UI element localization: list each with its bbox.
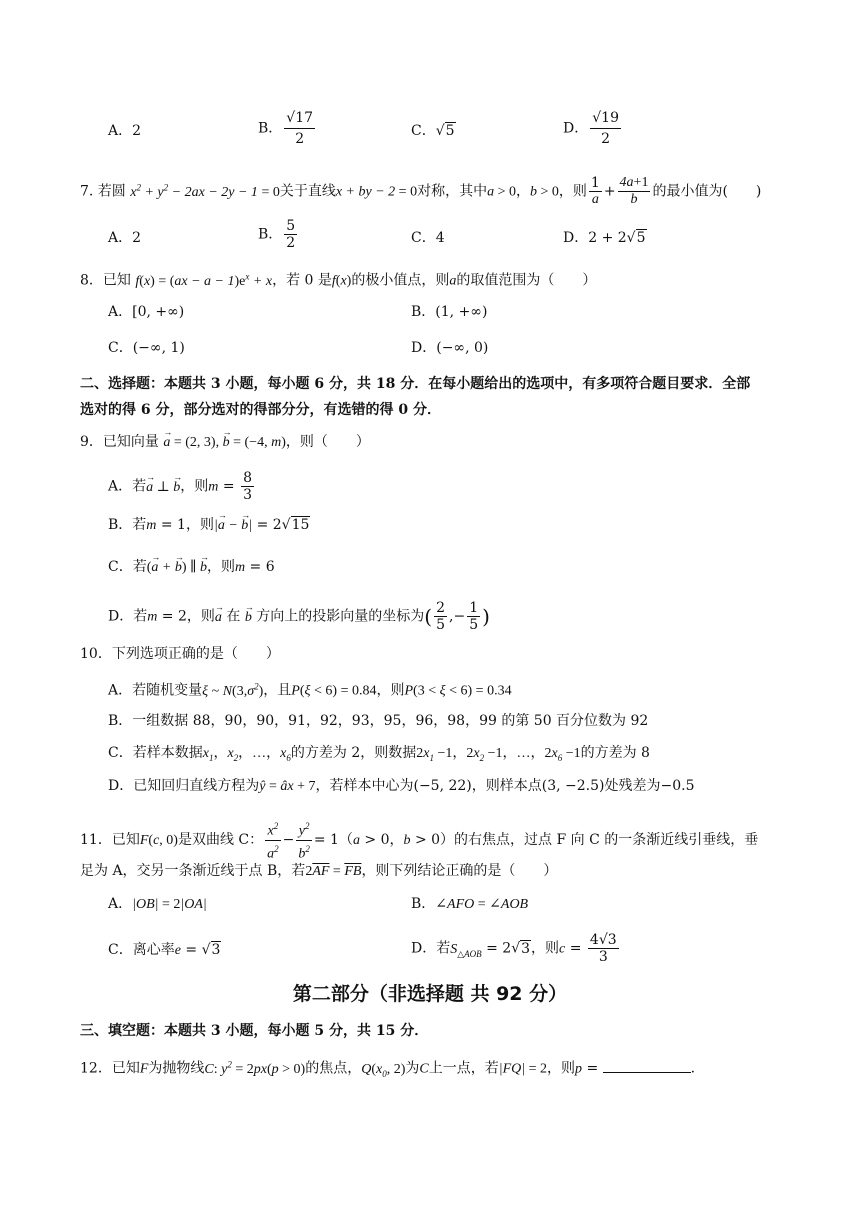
- q6-b-den: 2: [295, 131, 305, 147]
- q8-a: a: [449, 273, 457, 289]
- q11-option-d: D．若$S_{\triangle AOB} = 2√3$，则c = $\frac{4√3}{3}$: [411, 932, 617, 965]
- q7-b-den: 2: [286, 235, 296, 251]
- q10-option-d: D．已知回归直线方程为ŷ = âx + 7，若样本中心为(−5, 22)，则样本点(3, −2.5)处残差为−0.5: [108, 778, 695, 794]
- q12-answer-blank[interactable]: [603, 1058, 691, 1073]
- q8-func: $f(x) = (ax - a - 1)e^x + x$: [135, 271, 273, 289]
- q9-option-b: B．若m = 1，则|→ a − → b| = 2√15: [108, 515, 310, 536]
- q6-d-num: √19: [590, 108, 621, 129]
- q9-vectors: → a = (2, 3), → b = (−4, m): [163, 435, 285, 450]
- q11-option-a: A．|OB| = 2|OA|: [108, 896, 207, 912]
- section2-line1: 二、选择题：本题共 3 小题，每小题 6 分，共 18 分．在每小题给出的选项中，有多项符合题目要求．全部: [80, 376, 751, 392]
- q6-b-num: √17: [284, 108, 315, 129]
- q11-stem-line2: 足为 A，交另一条渐近线于点 B，若$2\overline{AF} = \overline{FB}$，则下列结论正确的是（ ）: [80, 863, 558, 879]
- q8-option-b: B．(1, +∞): [411, 304, 488, 320]
- q7-circle-eq: $x^2 + y^2 - 2ax - 2y - 1 = 0$: [130, 181, 280, 200]
- q6-option-a: A．2: [108, 123, 142, 139]
- q6-c-val: 5: [445, 123, 455, 139]
- q10-stem: 10．下列选项正确的是（ ）: [80, 646, 280, 662]
- q8-option-c: C．(−∞, 1): [108, 340, 185, 356]
- q10-option-b: B．一组数据 88，90，90，91，92，93，95，96，98，99 的第 50 百分位数为 92: [108, 713, 649, 729]
- q6-d-den: 2: [601, 131, 611, 147]
- q7-frac1: $\frac{1}{a}$: [590, 175, 600, 207]
- q7-text-b: 对称，其中: [417, 183, 488, 200]
- q9-option-a: A．若→ a ⊥ → b，则m = $\frac{8}{3}$: [108, 470, 256, 503]
- q9-option-c: C．若(→ a + → b) ∥ → b，则m = 6: [108, 557, 275, 578]
- q9-suffix: ，则（ ）: [285, 434, 370, 450]
- q7-b-num: 5: [286, 218, 296, 234]
- q7-prefix: 7. 若圆: [80, 183, 126, 200]
- section3-heading: 三、填空题：本题共 3 小题，每小题 5 分，共 15 分．: [80, 1023, 429, 1039]
- q7-cond-b: b > 0: [529, 184, 559, 200]
- q6-b-label: B．: [258, 120, 283, 137]
- q8-fx: f(x): [331, 273, 352, 289]
- q7-option-b: [258, 218, 299, 251]
- q7-b-label: B．: [258, 226, 283, 243]
- q8-text-c: 的取值范围为（ ）: [456, 272, 597, 289]
- q10-option-c: C．若样本数据$x_1$，$x_2$，…，$x_6$的方差为 2，则数据$2x_1 -1$，$2x_2 -1$，…，$2x_6 -1$的方差为 8: [108, 745, 650, 763]
- section2-line2: 选对的得 6 分，部分选对的得部分分，有选错的得 0 分．: [80, 402, 441, 418]
- q6-option-b: [258, 108, 317, 149]
- q8-text-b: 的极小值点，则: [351, 272, 450, 289]
- q7-option-c: C．4: [411, 230, 445, 246]
- q8-stem: [80, 266, 596, 292]
- q8-text-a: ，若 0 是: [272, 272, 332, 289]
- q7-cond: a > 0: [487, 184, 516, 200]
- q8-option-d: D．(−∞, 0): [411, 340, 489, 356]
- q7-stem: 7. 若圆 $x^2 + y^2 - 2ax - 2y - 1 = 0$关于直线x + by − 2 = 0对称，其中a > 0，b > 0，则 $\frac{1}{a}$ + $\frac{4a+1}{b}$ 的最小值为( ): [80, 175, 762, 207]
- q8-prefix: 8．已知: [80, 272, 131, 289]
- q11-option-b: B．∠AFO = ∠AOB: [411, 896, 529, 912]
- q11-stem-line1: 11．已知F(c, 0)是双曲线 C： $\frac{x^2}{a^2}$ − $\frac{y^2}{b^2}$ = 1（a > 0，b > 0）的右焦点，过点 F 向 C 的一条渐近线引垂线，垂: [80, 818, 758, 862]
- part2-title: 第二部分（非选择题 共 92 分）: [292, 983, 568, 1005]
- q7-text-d: 的最小值为( ): [652, 183, 762, 200]
- q6-c-label: C．: [411, 123, 436, 139]
- q7-option-a: A．2: [108, 230, 142, 246]
- q7-d-label: D．: [563, 230, 589, 246]
- q7-line-eq: x + by − 2 = 0: [335, 184, 418, 200]
- q6-d-label: D．: [563, 120, 589, 137]
- q9-option-d: D．若m = 2，则→ a 在 → b 方向上的投影向量的坐标为( $\frac{2}{5}$ ,− $\frac{1}{5}$ ): [108, 600, 490, 633]
- q9-prefix: 9．已知向量: [80, 434, 159, 450]
- q7-option-d: D．2 + 2√5: [563, 230, 646, 246]
- q11-option-c: C．离心率e = √3: [108, 942, 221, 958]
- q6-option-d: [563, 108, 623, 149]
- q8-option-a: A．[0, +∞): [108, 304, 185, 320]
- q9-stem: [80, 432, 370, 453]
- q10-option-a: A．若随机变量ξ ~ $N(3,\sigma^2)$，且P(ξ < 6) = 0.84，则P(3 < ξ < 6) = 0.34: [108, 681, 512, 699]
- q7-frac2: $\frac{4a+1}{b}$: [619, 175, 649, 207]
- q12-stem: 12．已知F为抛物线C: $y^2 = 2px(p > 0)$的焦点，$Q(x_0$, 2)为C上一点，若|FQ| = 2，则p = .: [80, 1059, 696, 1079]
- q6-option-c: C．√5: [411, 123, 455, 139]
- q7-text-a: 关于直线: [279, 183, 336, 200]
- q7-text-c: ，则: [558, 183, 587, 200]
